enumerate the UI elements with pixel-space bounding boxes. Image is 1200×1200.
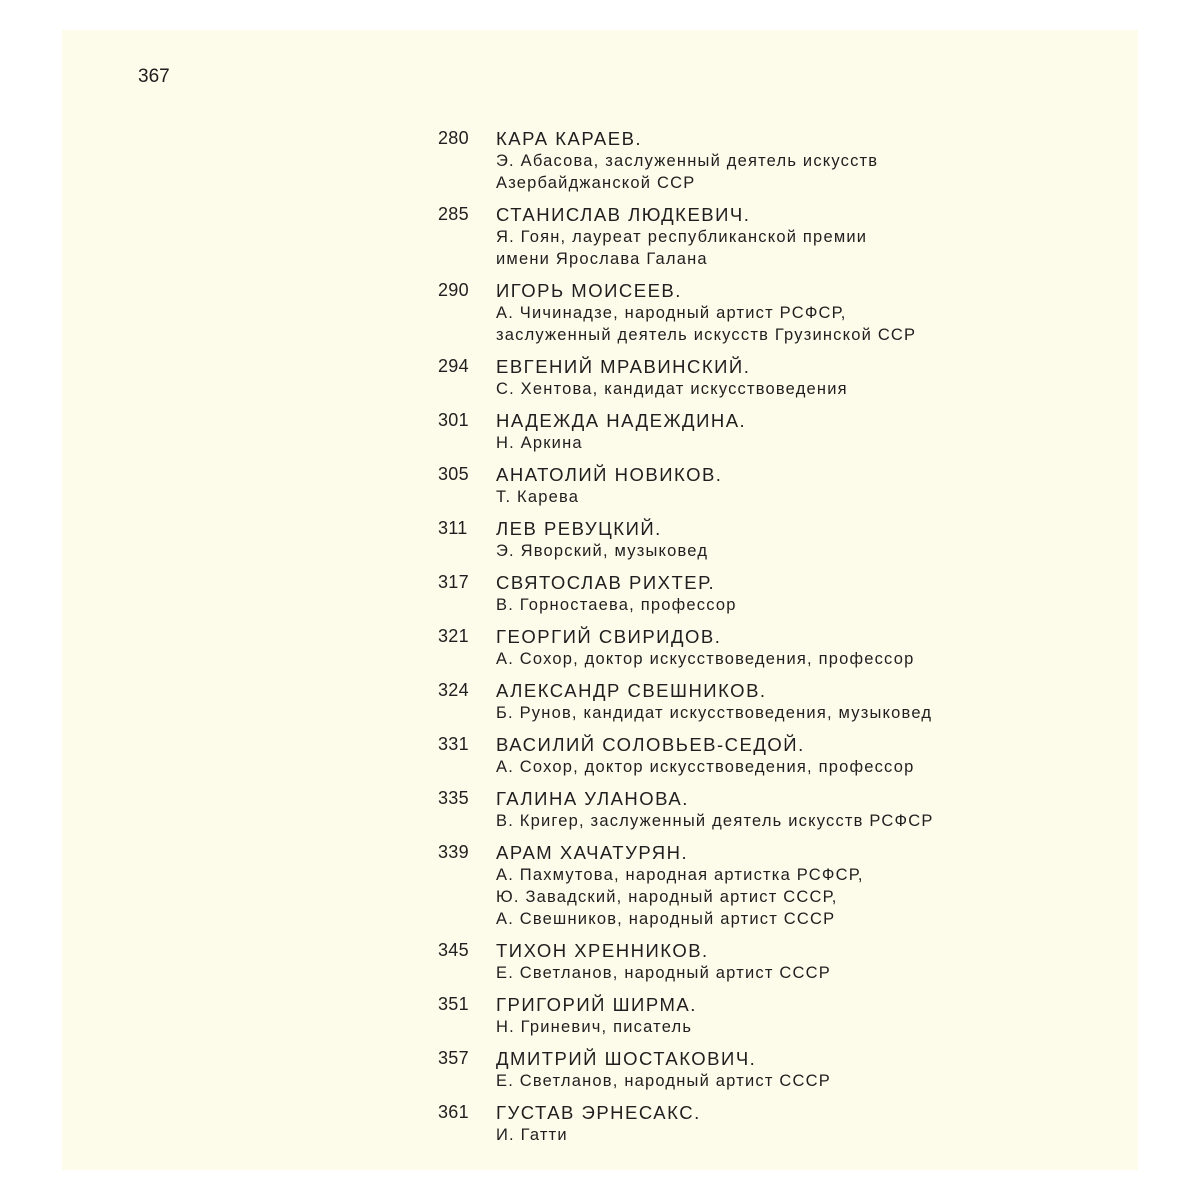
entry-author-line: В. Кригер, заслуженный деятель искусств РСФСР: [496, 812, 934, 830]
entry-title: НАДЕЖДА НАДЕЖДИНА.: [496, 410, 747, 431]
entry-page-number: 301: [438, 410, 469, 430]
entry-page-number: 331: [438, 734, 469, 754]
toc-entry: [430, 787, 1080, 832]
entry-page-number: 290: [438, 280, 469, 300]
toc-entry: [430, 409, 1080, 454]
toc-entry: [430, 841, 1080, 930]
entry-page-number: 324: [438, 680, 469, 700]
entry-author-line: имени Ярослава Галана: [496, 250, 708, 268]
entry-page-number: 294: [438, 356, 469, 376]
entry-title: АРАМ ХАЧАТУРЯН.: [496, 842, 689, 863]
entry-page-number: 321: [438, 626, 469, 646]
entry-page-number: 339: [438, 842, 469, 862]
entry-page-number: 335: [438, 788, 469, 808]
toc-entry: [430, 517, 1080, 562]
entry-title: ВАСИЛИЙ СОЛОВЬЕВ-СЕДОЙ.: [496, 734, 805, 755]
entry-author-line: заслуженный деятель искусств Грузинской ССР: [496, 326, 917, 344]
toc-entry: [430, 1101, 1080, 1146]
page-number: 367: [138, 66, 170, 87]
entry-author-line: Ю. Завадский, народный артист СССР,: [496, 888, 838, 906]
entry-page-number: 345: [438, 940, 469, 960]
entry-author-line: И. Гатти: [496, 1126, 568, 1144]
entry-page-number: 357: [438, 1048, 469, 1068]
entry-author-line: Я. Гоян, лауреат республиканской премии: [496, 228, 868, 246]
entry-page-number: 311: [438, 518, 468, 538]
toc-entry: [430, 939, 1080, 984]
entry-author-line: Т. Карева: [496, 488, 580, 506]
entry-title: СВЯТОСЛАВ РИХТЕР.: [496, 572, 716, 593]
entry-title: ГАЛИНА УЛАНОВА.: [496, 788, 689, 809]
toc-entry: [430, 279, 1080, 346]
entry-page-number: 317: [438, 572, 469, 592]
entry-author-line: В. Горностаева, профессор: [496, 596, 737, 614]
entry-author-line: А. Пахмутова, народная артистка РСФСР,: [496, 866, 864, 884]
entry-author-line: А. Сохор, доктор искусствоведения, профессор: [496, 758, 915, 776]
toc-entry: [430, 625, 1080, 670]
entry-title: ЕВГЕНИЙ МРАВИНСКИЙ.: [496, 356, 751, 377]
toc-entry: [430, 733, 1080, 778]
entry-page-number: 280: [438, 128, 469, 148]
toc-entry: [430, 355, 1080, 400]
entry-title: ЛЕВ РЕВУЦКИЙ.: [496, 518, 662, 539]
entry-author-line: Н. Аркина: [496, 434, 583, 452]
entry-title: ГРИГОРИЙ ШИРМА.: [496, 994, 697, 1015]
entry-author-line: Азербайджанской ССР: [496, 174, 696, 192]
entry-page-number: 361: [438, 1102, 469, 1122]
entry-title: ИГОРЬ МОИСЕЕВ.: [496, 280, 682, 301]
entry-author-line: Б. Рунов, кандидат искусствоведения, музыковед: [496, 704, 933, 722]
entry-title: ДМИТРИЙ ШОСТАКОВИЧ.: [496, 1048, 757, 1069]
entry-page-number: 351: [438, 994, 469, 1014]
entry-author-line: С. Хентова, кандидат искусствоведения: [496, 380, 848, 398]
entry-author-line: Е. Светланов, народный артист СССР: [496, 964, 831, 982]
toc-entry: [430, 571, 1080, 616]
entry-author-line: Э. Яворский, музыковед: [496, 542, 709, 560]
entry-title: КАРА КАРАЕВ.: [496, 128, 643, 149]
entry-author-line: А. Свешников, народный артист СССР: [496, 910, 836, 928]
toc-entry: [430, 203, 1080, 270]
entry-author-line: А. Чичинадзе, народный артист РСФСР,: [496, 304, 847, 322]
entry-author-line: Э. Абасова, заслуженный деятель искусств: [496, 152, 879, 170]
toc-entry: [430, 127, 1080, 194]
entry-title: ГУСТАВ ЭРНЕСАКС.: [496, 1102, 701, 1123]
toc-entry: [430, 679, 1080, 724]
toc-entry: [430, 993, 1080, 1038]
entry-title: ТИХОН ХРЕННИКОВ.: [496, 940, 709, 961]
entry-title: ГЕОРГИЙ СВИРИДОВ.: [496, 626, 722, 647]
toc-entry: [430, 1047, 1080, 1092]
entry-page-number: 305: [438, 464, 469, 484]
table-of-contents: [430, 127, 1080, 1155]
entry-page-number: 285: [438, 204, 469, 224]
entry-author-line: Н. Гриневич, писатель: [496, 1018, 693, 1036]
entry-author-line: А. Сохор, доктор искусствоведения, профессор: [496, 650, 915, 668]
toc-entry: [430, 463, 1080, 508]
entry-author-line: Е. Светланов, народный артист СССР: [496, 1072, 831, 1090]
entry-title: АЛЕКСАНДР СВЕШНИКОВ.: [496, 680, 767, 701]
entry-title: АНАТОЛИЙ НОВИКОВ.: [496, 464, 723, 485]
entry-title: СТАНИСЛАВ ЛЮДКЕВИЧ.: [496, 204, 751, 225]
